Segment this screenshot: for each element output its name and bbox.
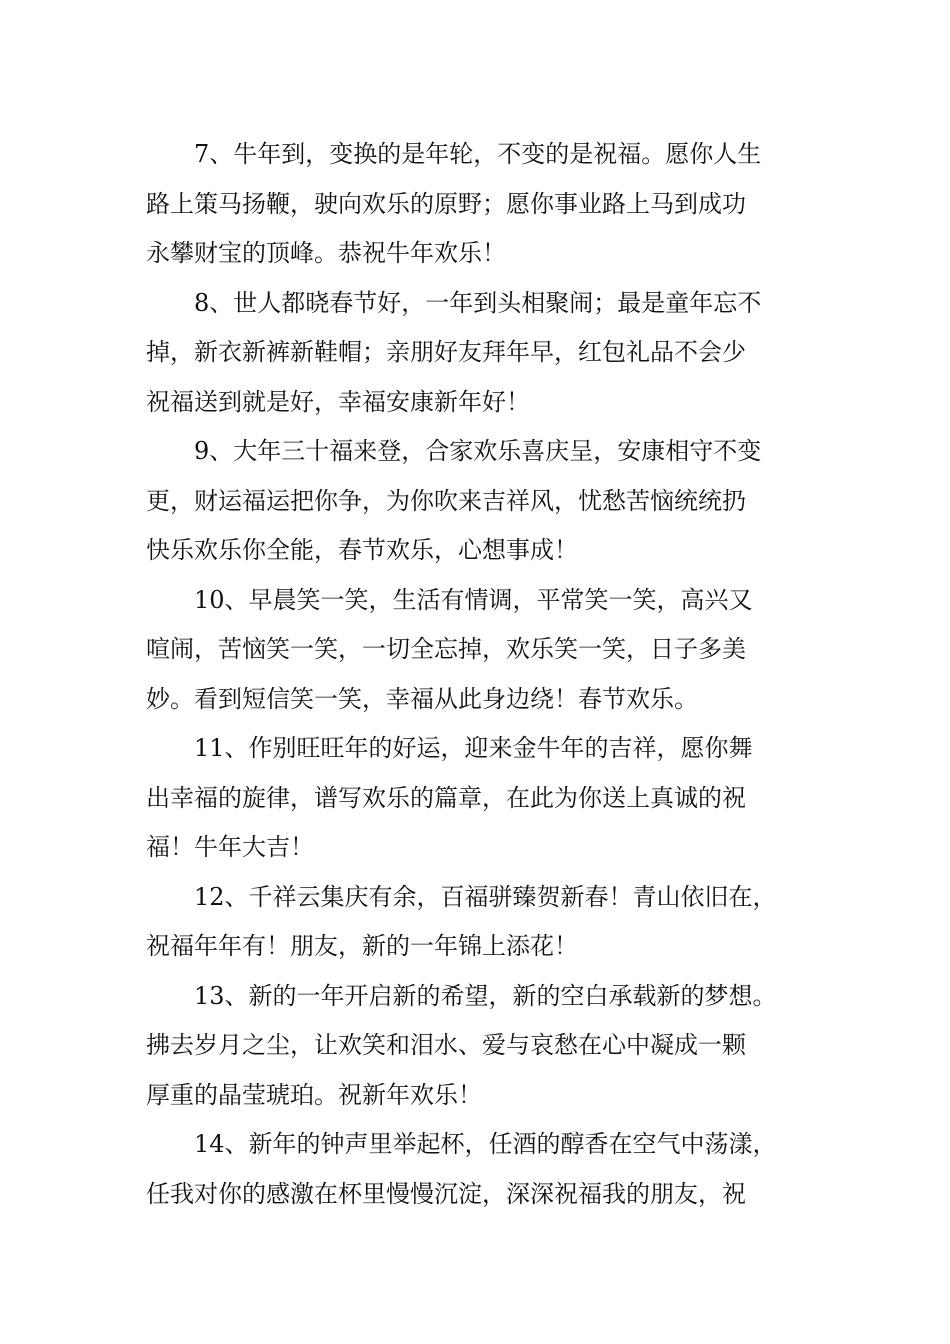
text-line: 掉，新衣新裤新鞋帽；亲朋好友拜年早，红包礼品不会少 (146, 338, 746, 366)
text-line: 更，财运福运把你争，为你吹来吉祥风，忧愁苦恼统统扔 (146, 486, 746, 515)
text-line: 7、牛年到，变换的是年轮，不变的是祝福。愿你人生 (194, 140, 762, 168)
text-line: 14、新年的钟声里举起杯，任酒的醇香在空气中荡漾， (194, 1130, 777, 1158)
text-line: 妙。看到短信笑一笑，幸福从此身边绕！春节欢乐。 (146, 684, 698, 713)
paragraph-14 (146, 1120, 806, 1219)
paragraph-9 (146, 427, 806, 576)
text-line: 13、新的一年开启新的希望，新的空白承载新的梦想。 (194, 981, 777, 1010)
paragraph-12 (146, 873, 806, 972)
document-body (146, 130, 806, 1219)
paragraph-7 (146, 130, 806, 279)
text-line: 福！牛年大吉！ (146, 833, 314, 861)
text-line: 路上策马扬鞭，驶向欢乐的原野；愿你事业路上马到成功 (146, 189, 746, 218)
text-line: 11、作别旺旺年的好运，迎来金牛年的吉祥，愿你舞 (194, 734, 753, 762)
text-line: 任我对你的感激在杯里慢慢沉淀，深深祝福我的朋友，祝 (146, 1179, 746, 1208)
text-line: 拂去岁月之尘，让欢笑和泪水、爱与哀愁在心中凝成一颗 (146, 1031, 746, 1059)
text-line: 8、世人都晓春节好，一年到头相聚闹；最是童年忘不 (194, 288, 762, 317)
paragraph-10 (146, 576, 806, 725)
text-line: 出幸福的旋律，谱写欢乐的篇章，在此为你送上真诚的祝 (146, 783, 746, 812)
text-line: 喧闹，苦恼笑一笑，一切全忘掉，欢乐笑一笑，日子多美 (146, 635, 746, 663)
text-line: 12、千祥云集庆有余，百福骈臻贺新春！青山依旧在， (194, 882, 777, 911)
text-line: 10、早晨笑一笑，生活有情调，平常笑一笑，高兴又 (194, 585, 753, 614)
text-line: 快乐欢乐你全能，春节欢乐，心想事成！ (146, 536, 578, 564)
paragraph-11 (146, 724, 806, 873)
text-line: 厚重的晶莹琥珀。祝新年欢乐！ (146, 1080, 482, 1109)
text-line: 祝福年年有！朋友，新的一年锦上添花！ (146, 932, 578, 960)
text-line: 永攀财宝的顶峰。恭祝牛年欢乐！ (146, 239, 506, 267)
paragraph-8 (146, 279, 806, 428)
text-line: 9、大年三十福来登，合家欢乐喜庆呈，安康相守不变 (194, 437, 762, 465)
paragraph-13 (146, 972, 806, 1121)
text-line: 祝福送到就是好，幸福安康新年好！ (146, 387, 530, 416)
